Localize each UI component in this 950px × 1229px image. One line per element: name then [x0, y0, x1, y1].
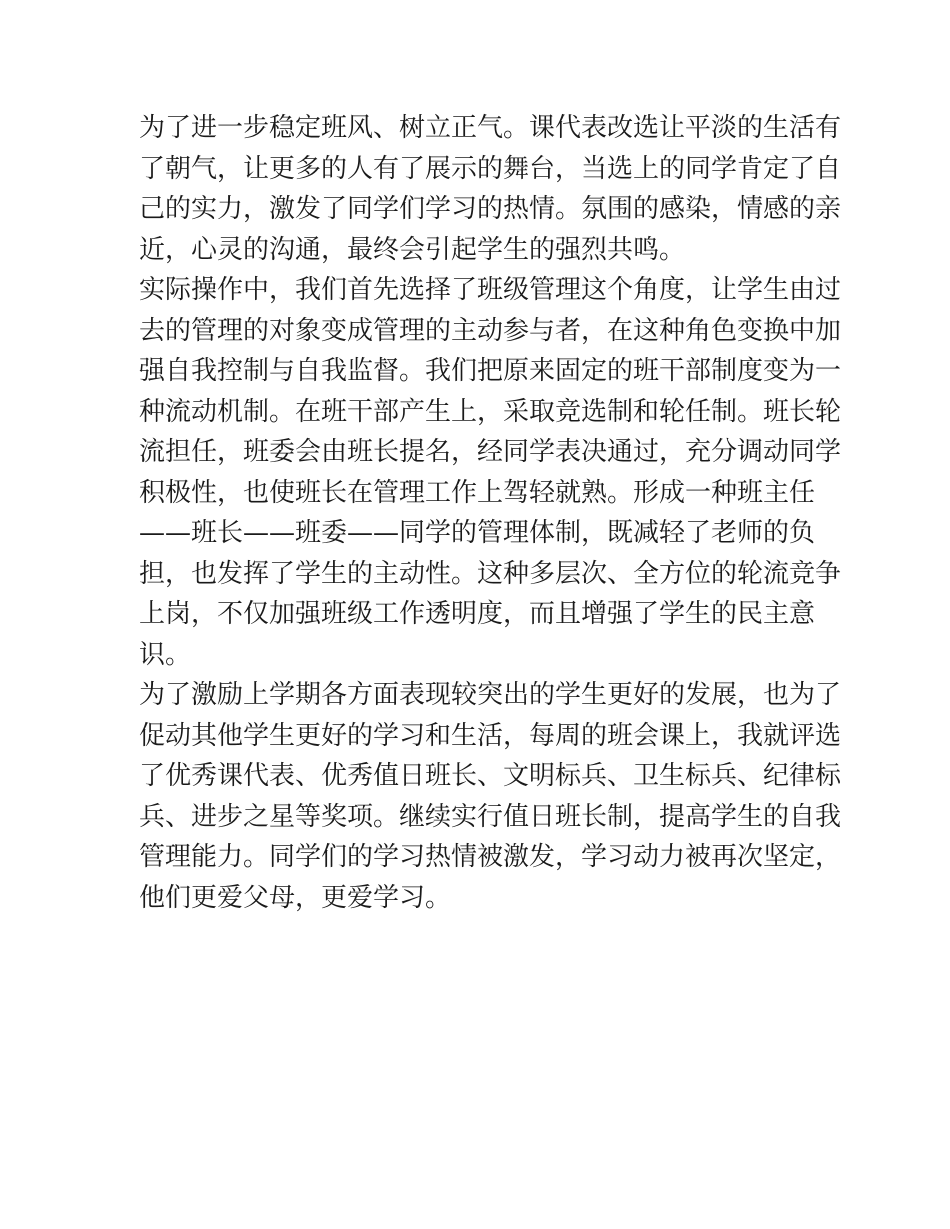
text-line: 了优秀课代表、优秀值日班长、文明标兵、卫生标兵、纪律标 — [139, 761, 842, 791]
text-line: 强自我控制与自我监督。我们把原来固定的班干部制度变为一 — [139, 356, 842, 386]
text-line: 为了进一步稳定班风、树立正气。课代表改选让平淡的生活有 — [139, 113, 842, 143]
text-line: 了朝气，让更多的人有了展示的舞台，当选上的同学肯定了自 — [139, 153, 842, 184]
text-line: 上岗，不仅加强班级工作透明度，而且增强了学生的民主意 — [139, 599, 816, 629]
text-line: 近，心灵的沟通，最终会引起学生的强烈共鸣。 — [139, 234, 686, 265]
text-line: 去的管理的对象变成管理的主动参与者，在这种角色变换中加 — [139, 315, 842, 346]
text-line: 管理能力。同学们的学习热情被激发，学习动力被再次坚定， — [139, 842, 842, 872]
text-line: 识。 — [139, 639, 192, 670]
text-line: 积极性，也使班长在管理工作上驾轻就熟。形成一种班主任 — [139, 477, 816, 508]
text-line: 兵、进步之星等奖项。继续实行值日班长制，提高学生的自我 — [139, 801, 842, 832]
text-line: 他们更爱父母，更爱学习。 — [139, 882, 452, 913]
text-line: ——班长——班委——同学的管理体制，既减轻了老师的负 — [139, 518, 816, 548]
body-text — [139, 108, 842, 918]
text-line: 促动其他学生更好的学习和生活，每周的班会课上，我就评选 — [139, 720, 842, 751]
text-line: 种流动机制。在班干部产生上，采取竞选制和轮任制。班长轮 — [139, 396, 842, 427]
text-line: 担，也发挥了学生的主动性。这种多层次、全方位的轮流竞争 — [139, 558, 842, 589]
text-line: 流担任，班委会由班长提名，经同学表决通过，充分调动同学 — [139, 437, 842, 467]
text-line: 己的实力，激发了同学们学习的热情。氛围的感染，情感的亲 — [139, 194, 842, 224]
text-line: 为了激励上学期各方面表现较突出的学生更好的发展，也为了 — [139, 680, 842, 710]
text-line: 实际操作中，我们首先选择了班级管理这个角度，让学生由过 — [139, 275, 842, 305]
